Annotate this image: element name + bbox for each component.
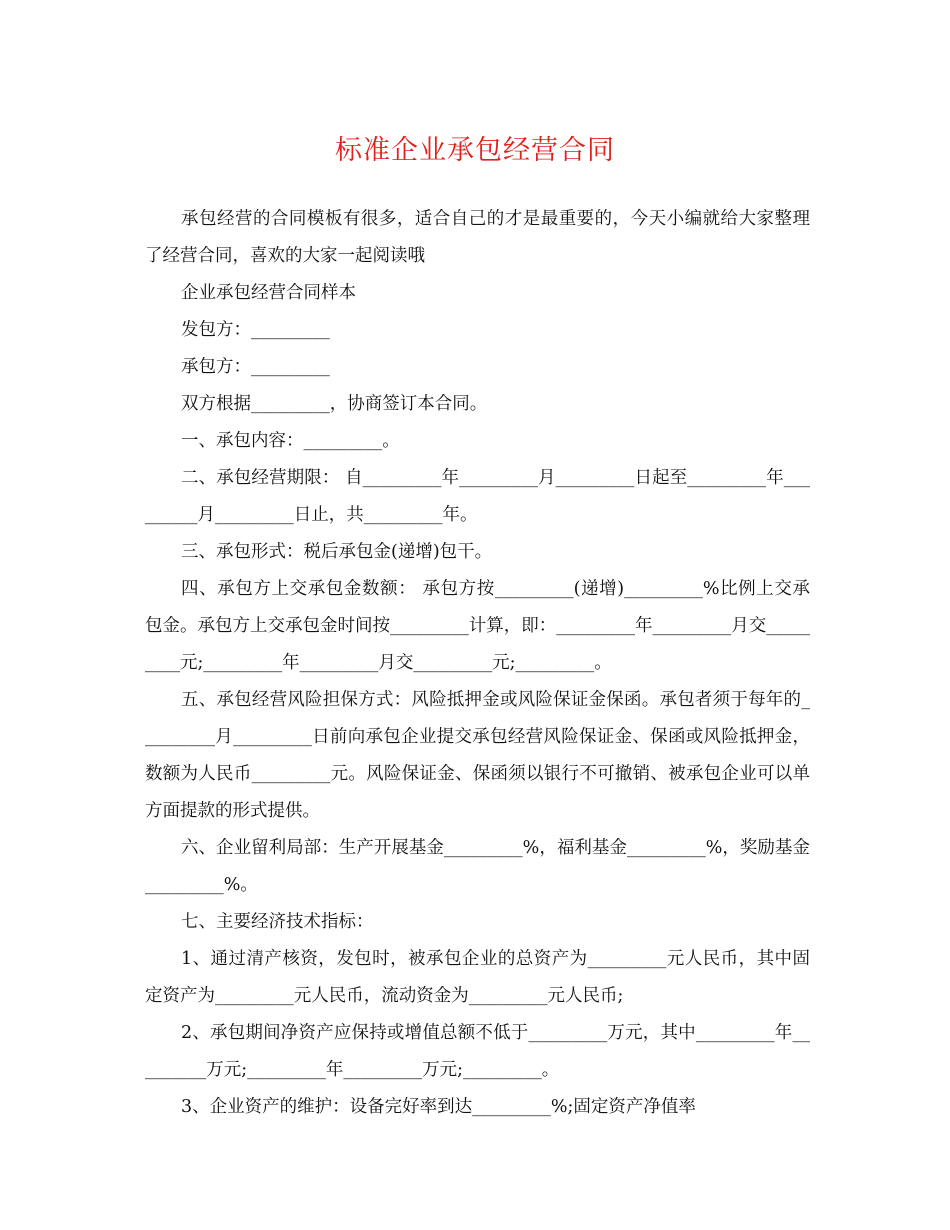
paragraph-issuer: 发包方：_________ (181, 320, 330, 340)
clause-7-indicators: 七、主要经济技术指标： (181, 912, 374, 932)
clause-1-content: 一、承包内容：_________。 (181, 431, 400, 451)
clause-5-guarantee: 五、承包经营风险担保方式：风险抵押金或风险保证金保函。承包者须于每年的_________月_________日前向承包企业提交承包经营风险保证金、保函或风险抵押金，数额为人民币_________元。风险保证金、保函须以银行不可撤销、被承包企业可以单方面提款的形式提供。 (145, 690, 810, 821)
clause-3-form: 三、承包形式：税后承包金(递增)包干。 (181, 542, 493, 562)
paragraph-contractor: 承包方：_________ (181, 357, 330, 377)
paragraph-intro: 承包经营的合同模板有很多，适合自己的才是最重要的，今天小编就给大家整理了经营合同，喜欢的大家一起阅读哦 (145, 209, 810, 266)
paragraph-sample-heading: 企业承包经营合同样本 (181, 283, 356, 303)
paragraph-basis: 双方根据_________，协商签订本合同。 (181, 394, 488, 414)
document-body (145, 201, 810, 1126)
document-title: 标准企业承包经营合同 (335, 135, 615, 166)
clause-2-term: 二、承包经营期限： 自_________年_________月_________日起至_________年_________月_________日止，共_________年。 (145, 468, 810, 525)
clause-4-payment: 四、承包方上交承包金数额： 承包方按_________(递增)_________%比例上交承包金。承包方上交承包金时间按_________计算，即：_________年_________月交_________元;_________年_________月交_________元;_________。 (145, 579, 810, 673)
indicator-2-net-assets: 2、承包期间净资产应保持或增值总额不低于_________万元，其中_________年_________万元;_________年_________万元;_________。 (145, 1023, 810, 1080)
indicator-1-assets: 1、通过清产核资，发包时，被承包企业的总资产为_________元人民币，其中固定资产为_________元人民币，流动资金为_________元人民币; (145, 949, 810, 1006)
clause-6-retained-profit: 六、企业留利局部：生产开展基金_________%，福利基金_________%，奖励基金_________%。 (145, 838, 810, 895)
indicator-3-maintenance: 3、企业资产的维护：设备完好率到达_________%;固定资产净值率 (181, 1097, 696, 1117)
